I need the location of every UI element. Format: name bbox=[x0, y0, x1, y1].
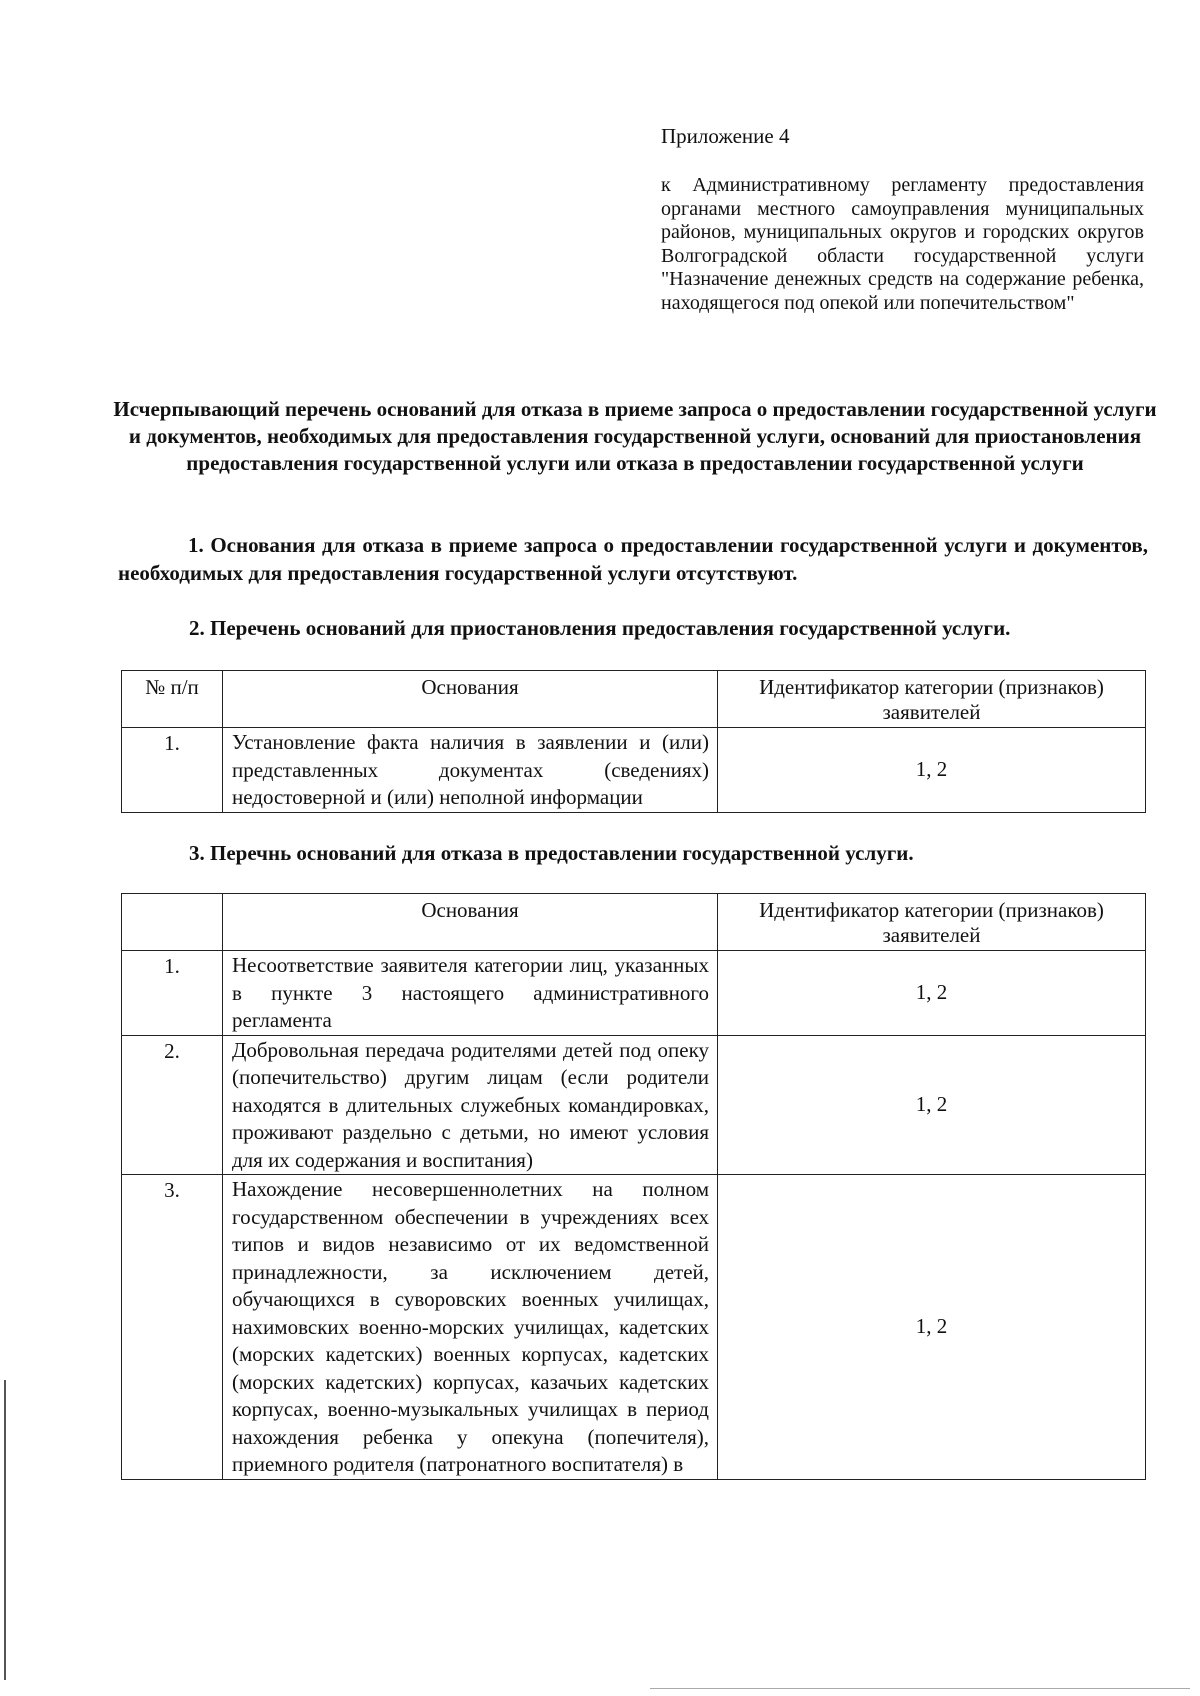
suspension-grounds-table bbox=[121, 670, 1146, 813]
row-number: 1. bbox=[122, 728, 223, 813]
row-identifier: 1, 2 bbox=[718, 1035, 1146, 1175]
appendix-reference-text: к Административному регламенту предоставления органами местного самоуправления муниципальных районов, муниципальных округов и городских округов Волгоградской области государственной услуги "Назначение денежных средств на содержание ребенка, находящегося под опекой или попечительством" bbox=[661, 174, 1144, 314]
section-1-text: 1. Основания для отказа в приеме запроса о предоставлении государственной услуги и документов, необходимых для предоставления государственной услуги отсутствуют. bbox=[118, 533, 1148, 585]
table-row bbox=[122, 1175, 1146, 1480]
header-number bbox=[122, 894, 223, 951]
row-basis: Несоответствие заявителя категории лиц, указанных в пункте 3 настоящего административного регламента bbox=[223, 951, 718, 1036]
table-row bbox=[122, 951, 1146, 1036]
header-identifier: Идентификатор категории (признаков) заявителей bbox=[718, 894, 1146, 951]
section-3-title: 3. Перечнь оснований для отказа в предоставлении государственной услуги. bbox=[189, 841, 914, 865]
appendix-title: Приложение 4 bbox=[661, 124, 790, 148]
refusal-grounds-table bbox=[121, 893, 1146, 1480]
row-number: 1. bbox=[122, 951, 223, 1036]
scan-edge-line bbox=[4, 1380, 6, 1680]
header-identifier: Идентификатор категории (признаков) заявителей bbox=[718, 671, 1146, 728]
row-basis: Установление факта наличия в заявлении и (или) представленных документах (сведениях) недостоверной и (или) неполной информации bbox=[223, 728, 718, 813]
header-basis: Основания bbox=[223, 671, 718, 728]
row-identifier: 1, 2 bbox=[718, 1175, 1146, 1480]
section-2-title: 2. Перечень оснований для приостановления предоставления государственной услуги. bbox=[189, 616, 1011, 640]
row-identifier: 1, 2 bbox=[718, 728, 1146, 813]
document-heading: Исчерпывающий перечень оснований для отказа в приеме запроса о предоставлении государственной услуги и документов, необходимых для предоставления государственной услуги, оснований для приостановления предоставления государственной услуги или отказа в предоставлении государственной услуги bbox=[113, 397, 1157, 475]
table-header-row bbox=[122, 671, 1146, 728]
row-basis: Добровольная передача родителями детей под опеку (попечительство) другим лицам (если родители находятся в длительных служебных командировках, проживают раздельно с детьми, но имеют условия для их содержания и воспитания) bbox=[223, 1035, 718, 1175]
header-number: № п/п bbox=[122, 671, 223, 728]
row-identifier: 1, 2 bbox=[718, 951, 1146, 1036]
row-basis: Нахождение несовершеннолетних на полном государственном обеспечении в учреждениях всех типов и видов независимо от их ведомственной принадлежности, за исключением детей, обучающихся в суворовских военных училищах, нахимовских военно-морских училищах, кадетских (морских кадетских) военных корпусах, кадетских (морских кадетских) корпусах, казачьих кадетских корпусах, военно-музыкальных училищах в период нахождения ребенка у опекуна (попечителя), приемного родителя (патронатного воспитателя) в bbox=[223, 1175, 718, 1480]
header-basis: Основания bbox=[223, 894, 718, 951]
table-row bbox=[122, 1035, 1146, 1175]
row-number: 3. bbox=[122, 1175, 223, 1480]
table-header-row bbox=[122, 894, 1146, 951]
scan-edge-line bbox=[650, 1688, 1190, 1689]
row-number: 2. bbox=[122, 1035, 223, 1175]
table-row bbox=[122, 728, 1146, 813]
